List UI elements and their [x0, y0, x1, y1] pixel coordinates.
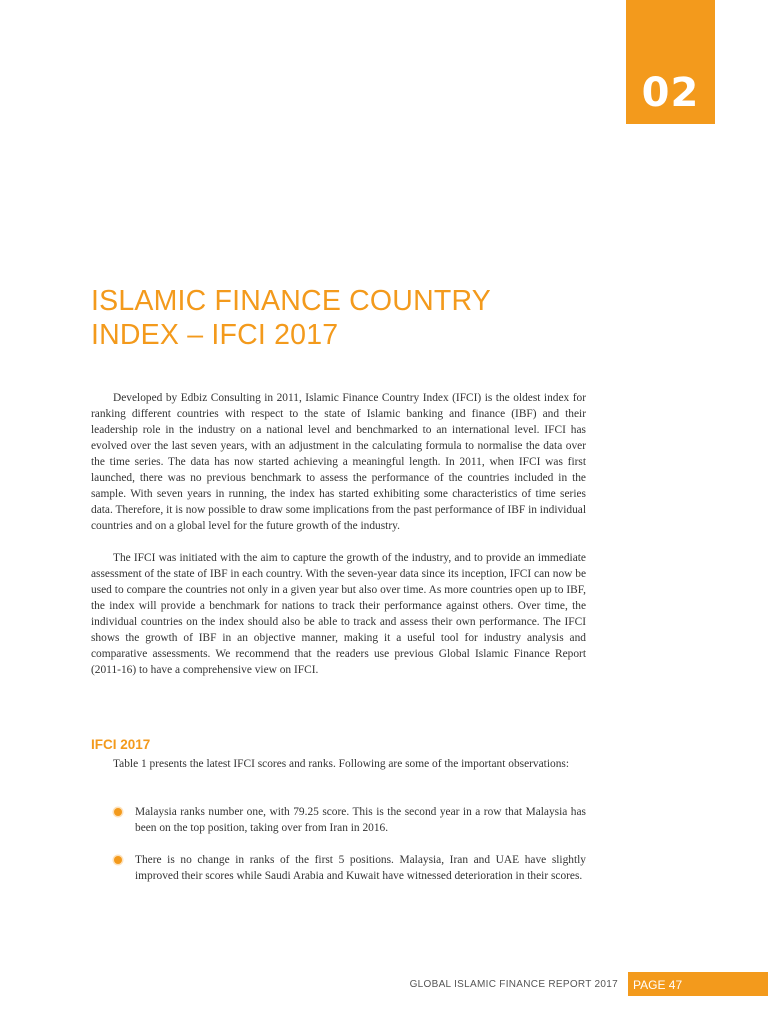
- body-text: [91, 390, 586, 678]
- list-item: [91, 852, 586, 884]
- title-line-2: INDEX – IFCI 2017: [91, 319, 339, 351]
- paragraph-2: The IFCI was initiated with the aim to capture the growth of the industry, and to provide an immediate assessment of the state of IBF in each country. With the seven-year data since its inception, IFCI can now be used to compare the countries not only in a given year but also over time. As more countries open up to IBF, the index will provide a benchmark for nations to track their performance against others. Over time, the individual countries on the index should also be able to track and assess their own performance. The IFCI shows the growth of IBF in an objective manner, making it a useful tool for industry analysis and comparative assessments. We recommend that the readers use previous Global Islamic Finance Report (2011-16) to have a comprehensive view on IFCI.: [91, 552, 586, 676]
- bullet-dot-icon: [114, 808, 122, 816]
- section-intro: Table 1 presents the latest IFCI scores and ranks. Following are some of the important observations:: [113, 758, 569, 770]
- chapter-tab: [626, 0, 715, 124]
- list-item: [91, 804, 586, 836]
- list-item-text: Malaysia ranks number one, with 79.25 score. This is the second year in a row that Malaysia has been on the top position, taking over from Iran in 2016.: [135, 806, 586, 834]
- footer-report-name: GLOBAL ISLAMIC FINANCE REPORT 2017: [409, 979, 618, 990]
- page-number: PAGE 47: [628, 972, 768, 996]
- page-title: [91, 284, 591, 352]
- title-line-1: ISLAMIC FINANCE COUNTRY: [91, 285, 491, 317]
- paragraph-1: Developed by Edbiz Consulting in 2011, Islamic Finance Country Index (IFCI) is the oldest index for ranking different countries with respect to the state of Islamic banking and finance (IBF) and their leadership role in the industry on a national level and benchmarked to an international level. IFCI has evolved over the last seven years, with an adjustment in the calculating formula to normalise the data over the time series. The data has now started achieving a meaningful length. In 2011, when IFCI was first launched, there was no previous benchmark to assess the performance of the countries included in the sample. With seven years in running, the index has started exhibiting some characteristics of time series data. Therefore, it is now possible to draw some implications from the past performance of IBF in individual countries and on a global level for the future growth of the industry.: [91, 392, 586, 532]
- section-heading: IFCI 2017: [91, 737, 151, 752]
- list-item-text: There is no change in ranks of the first 5 positions. Malaysia, Iran and UAE have slightly improved their scores while Saudi Arabia and Kuwait have witnessed deterioration in their scores.: [135, 854, 586, 882]
- observation-list: [91, 804, 586, 884]
- chapter-number: 02: [641, 70, 700, 116]
- bullet-dot-icon: [114, 856, 122, 864]
